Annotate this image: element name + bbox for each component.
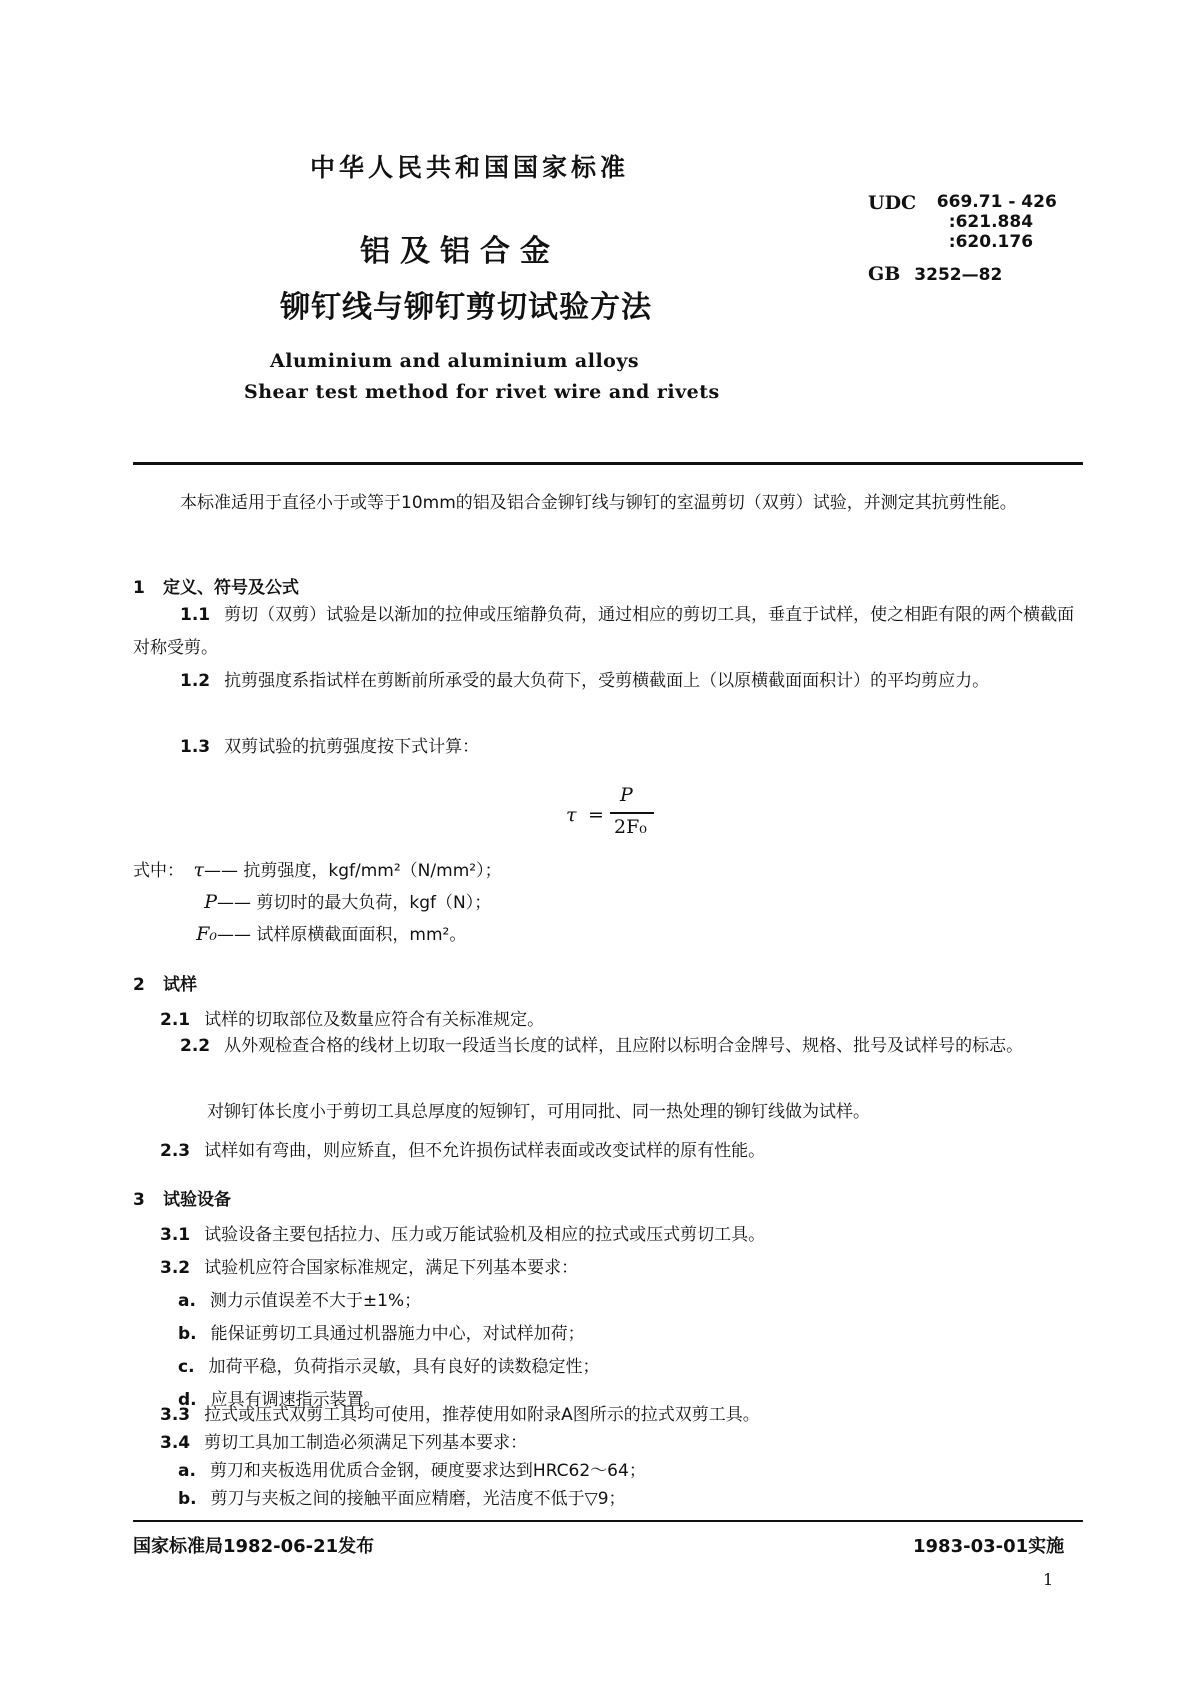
where-symbol-1: τ bbox=[193, 859, 204, 881]
clause-3-2-item-a-text: 测力示值误差不大于±1%； bbox=[209, 1291, 422, 1311]
where-line-2 bbox=[133, 888, 491, 913]
where-text-3: —— 试样原横截面面积，mm²。 bbox=[217, 925, 467, 945]
clause-3-2-item-a-label: a. bbox=[178, 1291, 196, 1311]
shear-strength-formula bbox=[566, 786, 666, 846]
clause-1-3-number: 1.3 bbox=[180, 737, 211, 757]
section-3-number: 3 bbox=[133, 1190, 145, 1210]
clause-2-1-number: 2.1 bbox=[160, 1010, 191, 1030]
issuing-country-standard-heading: 中华人民共和国国家标准 bbox=[310, 153, 630, 182]
english-title-line-1: Aluminium and aluminium alloys bbox=[270, 350, 640, 372]
clause-3-2-item-b-text: 能保证剪切工具通过机器施力中心，对试样加荷； bbox=[210, 1324, 585, 1344]
clause-1-1 bbox=[133, 599, 1083, 665]
clause-3-4-text: 剪切工具加工制造必须满足下列基本要求： bbox=[204, 1433, 528, 1453]
clause-1-2-text: 抗剪强度系指试样在剪断前所承受的最大负荷下，受剪横截面上（以原横截面面积计）的平均剪应力。 bbox=[224, 671, 990, 691]
clause-3-2-item-c-label: c. bbox=[178, 1357, 195, 1377]
clause-3-2-item-b bbox=[178, 1319, 585, 1344]
header-divider bbox=[133, 462, 1083, 465]
clause-2-3 bbox=[160, 1136, 765, 1161]
clause-2-1-text: 试样的切取部位及数量应符合有关标准规定。 bbox=[204, 1010, 545, 1030]
udc-value-1: 669.71 - 426 bbox=[936, 192, 1057, 212]
where-symbol-2: P bbox=[204, 891, 217, 913]
clause-3-4-item-b-text: 剪刀与夹板之间的接触平面应精磨，光洁度不低于▽9； bbox=[210, 1489, 626, 1509]
page-number: 1 bbox=[1043, 1570, 1054, 1589]
formula-lhs: τ bbox=[566, 804, 577, 826]
clause-3-2-item-d-label: d. bbox=[178, 1390, 197, 1410]
clause-3-4-item-a-label: a. bbox=[178, 1461, 196, 1481]
section-1-heading bbox=[133, 573, 299, 598]
clause-3-2-item-a bbox=[178, 1286, 421, 1311]
clause-3-4-item-b-label: b. bbox=[178, 1489, 197, 1509]
clause-3-1-text: 试验设备主要包括拉力、压力或万能试验机及相应的拉式或压式剪切工具。 bbox=[204, 1225, 766, 1245]
clause-3-4-item-a-text: 剪刀和夹板选用优质合金钢，硬度要求达到HRC62～64； bbox=[209, 1461, 646, 1481]
clause-3-2-item-b-label: b. bbox=[178, 1324, 197, 1344]
formula-denominator: 2F₀ bbox=[614, 816, 647, 838]
clause-3-3-text: 拉式或压式双剪工具均可使用，推荐使用如附录A图所示的拉式双剪工具。 bbox=[204, 1405, 760, 1425]
clause-2-2-number: 2.2 bbox=[180, 1036, 211, 1056]
clause-3-4-number: 3.4 bbox=[160, 1433, 191, 1453]
section-1-title: 定义、符号及公式 bbox=[163, 578, 299, 598]
clause-2-1 bbox=[160, 1005, 544, 1030]
intro-paragraph: 本标准适用于直径小于或等于10mm的铝及铝合金铆钉线与铆钉的室温剪切（双剪）试验，并测定其抗剪性能。 bbox=[180, 493, 1017, 513]
footer-divider bbox=[133, 1520, 1083, 1522]
gb-value: 3252—82 bbox=[914, 265, 1003, 285]
section-1-number: 1 bbox=[133, 578, 145, 598]
gb-number bbox=[868, 263, 1002, 285]
udc-value-3: :620.176 bbox=[948, 232, 1034, 252]
where-line-3 bbox=[133, 920, 466, 945]
clause-1-1-number: 1.1 bbox=[180, 605, 211, 625]
clause-3-3 bbox=[160, 1400, 760, 1425]
english-title-line-2: Shear test method for rivet wire and rivets bbox=[244, 381, 720, 403]
section-3-title: 试验设备 bbox=[163, 1190, 231, 1210]
clause-1-2-number: 1.2 bbox=[180, 671, 211, 691]
clause-3-2-text: 试验机应符合国家标准规定，满足下列基本要求： bbox=[204, 1258, 579, 1278]
clause-2-2-text: 从外观检查合格的线材上切取一段适当长度的试样，且应附以标明合金牌号、规格、批号及试样号的标志。 bbox=[224, 1036, 1024, 1056]
gb-label: GB bbox=[868, 263, 901, 285]
clause-3-4-item-b bbox=[178, 1484, 626, 1509]
document-title-line-2: 铆钉线与铆钉剪切试验方法 bbox=[280, 290, 652, 325]
where-text-1: —— 抗剪强度，kgf/mm²（N/mm²）； bbox=[204, 861, 502, 881]
udc-block bbox=[868, 192, 1057, 252]
clause-1-1-text: 剪切（双剪）试验是以渐加的拉伸或压缩静负荷，通过相应的剪切工具，垂直于试样，使之相距有限的两个横截面对称受剪。 bbox=[133, 605, 1075, 658]
section-2-number: 2 bbox=[133, 975, 145, 995]
udc-value-2: :621.884 bbox=[948, 212, 1034, 232]
udc-label: UDC bbox=[868, 192, 917, 214]
clause-3-3-number: 3.3 bbox=[160, 1405, 191, 1425]
document-title-line-1: 铝及铝合金 bbox=[360, 234, 560, 269]
where-label: 式中： bbox=[133, 861, 184, 881]
where-text-2: —— 剪切时的最大负荷，kgf（N）； bbox=[217, 893, 492, 913]
where-symbol-3: F₀ bbox=[196, 923, 217, 945]
fraction-bar bbox=[610, 812, 654, 814]
clause-3-4-item-a bbox=[178, 1456, 646, 1481]
clause-1-3-text: 双剪试验的抗剪强度按下式计算： bbox=[224, 737, 480, 757]
issue-date: 国家标准局1982-06-21发布 bbox=[133, 1536, 375, 1557]
section-3-heading bbox=[133, 1185, 231, 1210]
clause-3-1 bbox=[160, 1220, 765, 1245]
clause-3-4 bbox=[160, 1428, 527, 1453]
clause-1-2 bbox=[133, 665, 1083, 698]
clause-3-2-item-c-text: 加荷平稳，负荷指示灵敏，具有良好的读数稳定性； bbox=[208, 1357, 600, 1377]
clause-3-2-number: 3.2 bbox=[160, 1258, 191, 1278]
clause-2-3-text: 试样如有弯曲，则应矫直，但不允许损伤试样表面或改变试样的原有性能。 bbox=[204, 1141, 766, 1161]
section-2-title: 试样 bbox=[163, 975, 197, 995]
clause-1-3 bbox=[133, 731, 1083, 764]
formula-numerator: P bbox=[620, 784, 633, 806]
where-line-1 bbox=[133, 856, 502, 881]
effective-date: 1983-03-01实施 bbox=[913, 1536, 1065, 1557]
udc-values bbox=[937, 192, 1057, 252]
clause-3-2-item-c bbox=[178, 1352, 600, 1377]
clause-3-1-number: 3.1 bbox=[160, 1225, 191, 1245]
clause-2-2 bbox=[133, 1030, 1083, 1063]
clause-3-2 bbox=[160, 1253, 578, 1278]
section-2-heading bbox=[133, 970, 197, 995]
clause-2-2-note: 对铆钉体长度小于剪切工具总厚度的短铆钉，可用同批、同一热处理的铆钉线做为试样。 bbox=[207, 1102, 870, 1122]
clause-2-3-number: 2.3 bbox=[160, 1141, 191, 1161]
formula-equals: = bbox=[588, 804, 604, 826]
clause-3-2-item-d-text: 应具有调速指示装置。 bbox=[210, 1390, 381, 1410]
